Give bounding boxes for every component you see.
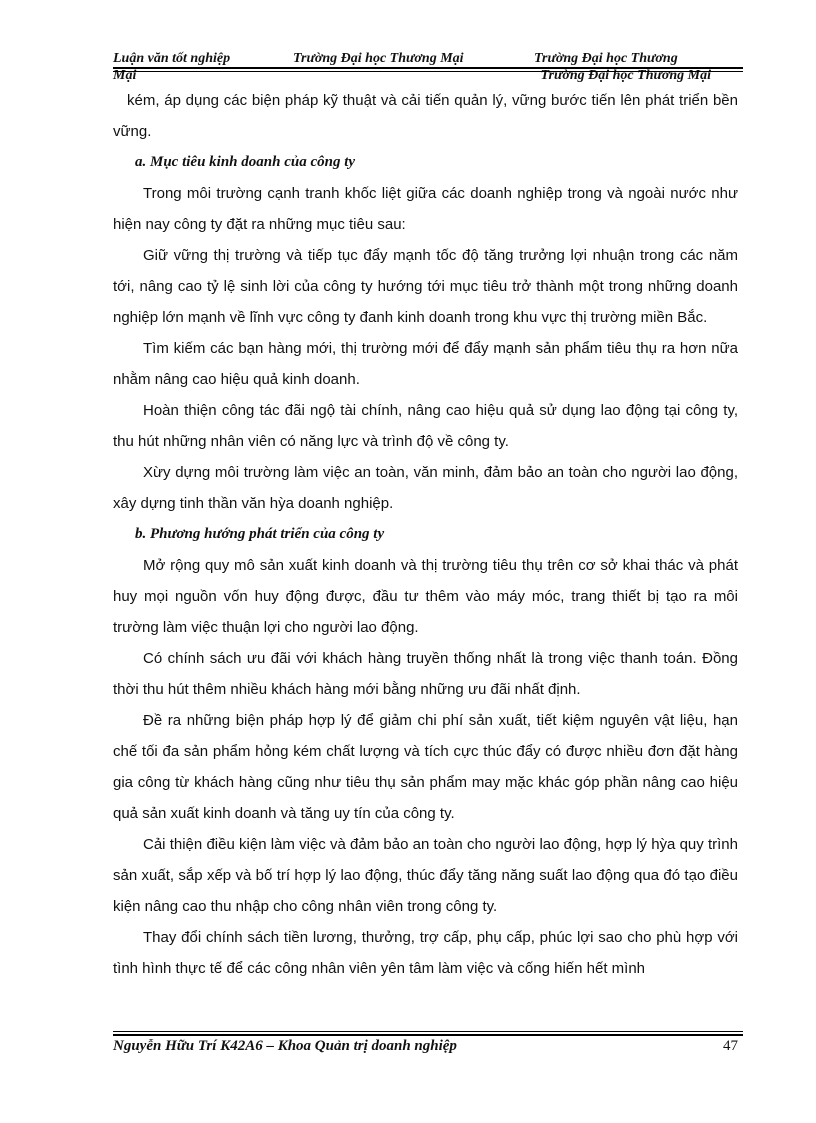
paragraph: kém, áp dụng các biện pháp kỹ thuật và cải tiến quản lý, vững bước tiến lên phát triển bền vững. <box>113 92 738 140</box>
paragraph: Trong môi trường cạnh tranh khốc liệt giữa các doanh nghiệp trong và ngoài nước như hiện nay công ty đặt ra những mục tiêu sau: <box>113 185 738 233</box>
header-rule <box>113 67 743 72</box>
page-footer <box>113 1038 738 1055</box>
header-university-center: Trường Đại học Thương Mại <box>293 51 464 66</box>
section-heading-b: b. Phương hướng phát triển của công ty <box>135 526 385 542</box>
paragraph: Đề ra những biện pháp hợp lý để giảm chi phí sản xuất, tiết kiệm nguyên vật liệu, hạn chế tối đa sản phẩm hỏng kém chất lượng và tích cực thúc đẩy có được nhiều đơn đặt hàng gia công từ khách hàng cũng như tiêu thụ sản phẩm may mặc khác góp phần nâng cao hiệu quả sản xuất kinh doanh và tăng uy tín của công ty. <box>113 712 738 822</box>
paragraph: Mở rộng quy mô sản xuất kinh doanh và thị trường tiêu thụ trên cơ sở khai thác và phát huy mọi nguồn vốn huy động được, đầu tư thêm vào máy móc, trang thiết bị tạo ra môi trường làm việc thuận lợi cho người lao động. <box>113 557 738 636</box>
header-thesis-label: Luận văn tốt nghiệp <box>113 51 231 66</box>
header-continuation: Mại <box>113 68 137 83</box>
paragraph: Hoàn thiện công tác đãi ngộ tài chính, nâng cao hiệu quả sử dụng lao động tại công ty, thu hút những nhân viên có năng lực và trình độ về công ty. <box>113 402 738 450</box>
document-body <box>113 85 738 984</box>
section-heading-a: a. Mục tiêu kinh doanh của công ty <box>135 154 356 170</box>
footer-rule <box>113 1031 743 1036</box>
paragraph: Thay đổi chính sách tiền lương, thưởng, trợ cấp, phụ cấp, phúc lợi sao cho phù hợp với tình hình thực tế để các công nhân viên yên tâm làm việc và cống hiến hết mình <box>113 929 738 977</box>
paragraph: Có chính sách ưu đãi với khách hàng truyền thống nhất là trong việc thanh toán. Đồng thời thu hút thêm nhiều khách hàng mới bằng những ưu đãi nhất định. <box>113 650 738 698</box>
paragraph: Xừy dựng môi trường làm việc an toàn, văn minh, đảm bảo an toàn cho người lao động, xây dựng tinh thần văn hỳa doanh nghiệp. <box>113 464 738 512</box>
paragraph: Cải thiện điều kiện làm việc và đảm bảo an toàn cho người lao động, hợp lý hỳa quy trình sản xuất, sắp xếp và bố trí hợp lý lao động, thúc đẩy tăng năng suất lao động qua đó tạo điều kiện nâng cao thu nhập cho công nhân viên trong công ty. <box>113 836 738 915</box>
paragraph: Tìm kiếm các bạn hàng mới, thị trường mới để đẩy mạnh sản phẩm tiêu thụ ra hơn nữa nhằm nâng cao hiệu quả kinh doanh. <box>113 340 738 388</box>
footer-author: Nguyễn Hữu Trí K42A6 – Khoa Quản trị doanh nghiệp <box>113 1038 457 1054</box>
paragraph: Giữ vững thị trường và tiếp tục đẩy mạnh tốc độ tăng trưởng lợi nhuận trong các năm tới, nâng cao tỷ lệ sinh lời của công ty hướng tới mục tiêu trở thành một trong những doanh nghiệp lớn mạnh về lĩnh vực công ty đanh kinh doanh trong khu vực thị trường miền Bắc. <box>113 247 738 326</box>
page-number: 47 <box>723 1038 738 1054</box>
header-line-1 <box>113 50 743 67</box>
header-university-repeat: Trường Đại học Thương Mại <box>540 68 711 83</box>
header-university-right: Trường Đại học Thương <box>534 51 678 66</box>
